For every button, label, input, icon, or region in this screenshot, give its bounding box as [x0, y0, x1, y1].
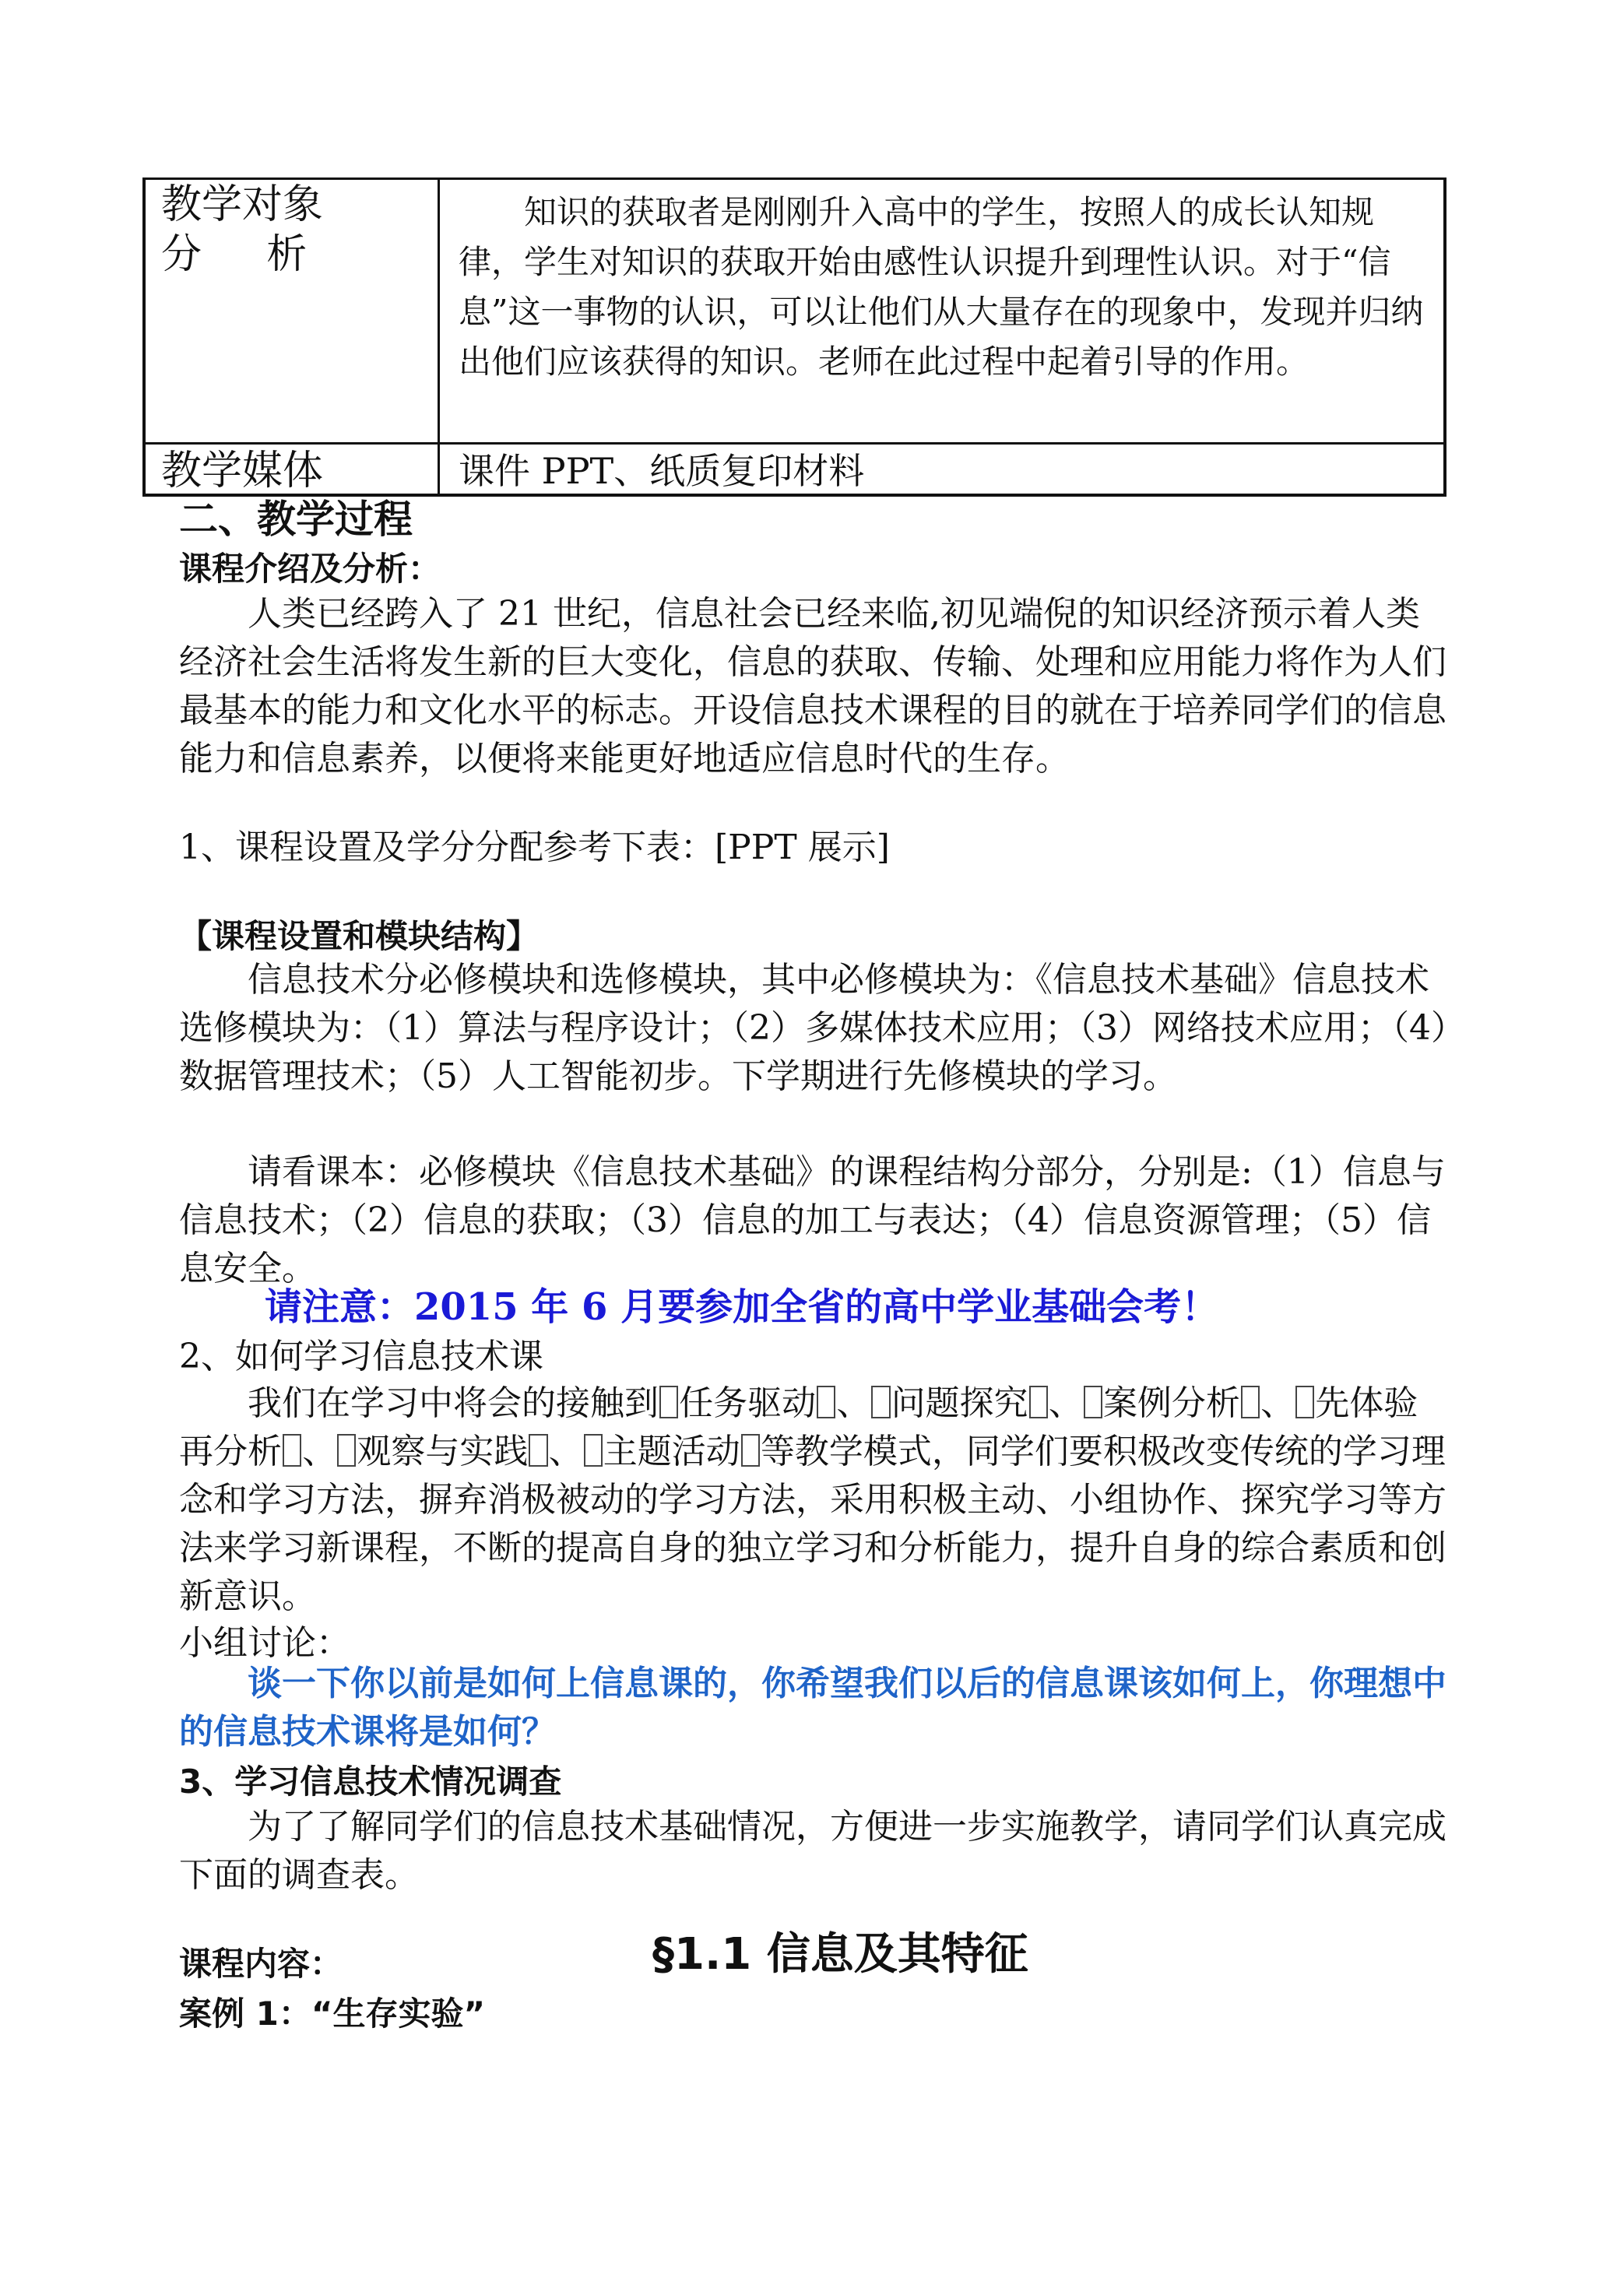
learn-mode: 观察与实践: [357, 1432, 529, 1471]
label-line: 分析: [161, 231, 372, 278]
table-row: [146, 445, 1443, 496]
section-title: §1.1 信息及其特征: [652, 1929, 1028, 1980]
intro-paragraph: 人类已经跨入了 21 世纪，信息社会已经来临,初见端倪的知识经济预示着人类经济社会生活将发生新的巨大变化，信息的获取、传输、处理和应用能力将作为人们最基本的能力和文化水平的标志。开设信息技术课程的目的就在于培养同学们的信息能力和信息素养，以便将来能更好地适应信息时代的生存。: [179, 594, 1446, 778]
item-3: 3、学习信息技术情况调查: [179, 1763, 562, 1801]
quote-box-icon: [1084, 1386, 1102, 1418]
row-content: 知识的获取者是刚刚升入高中的学生，按照人的成长认知规律，学生对知识的获取开始由感性认识提升到理性认识。对于“信息”这一事物的认识，可以让他们从大量存在的现象中，发现并归纳出他们应该获得的知识。老师在此过程中起着引导的作用。: [459, 193, 1424, 381]
learn-mode: 案例分析: [1102, 1383, 1240, 1423]
module-paragraph: 信息技术分必修模块和选修模块，其中必修模块为：《信息技术基础》信息技术选修模块为：（1）算法与程序设计；（2）多媒体技术应用；（3）网络技术应用；（4）数据管理技术；（5）人工智能初步。下学期进行先修模块的学习。: [179, 960, 1448, 1096]
info-table: [142, 177, 1446, 497]
quote-box-icon: [659, 1386, 678, 1418]
module-heading: 【课程设置和模块结构】: [179, 917, 540, 955]
item-2: 2、如何学习信息技术课: [179, 1337, 543, 1376]
quote-box-icon: [817, 1386, 835, 1418]
learn-mode: 主题活动: [603, 1432, 740, 1471]
section-heading: 二、教学过程: [179, 497, 413, 542]
intro-heading: 课程介绍及分析：: [179, 550, 441, 588]
learn-mode: 问题探究: [891, 1383, 1028, 1423]
quote-box-icon: [337, 1434, 356, 1467]
quote-box-icon: [283, 1434, 301, 1467]
case-1: 案例 1：“生存实验”: [179, 1995, 486, 2033]
row-content: 课件 PPT、纸质复印材料: [459, 450, 865, 492]
module-paragraph: 请看课本：必修模块《信息技术基础》的课程结构分部分，分别是:（1）信息与信息技术；（2）信息的获取；（3）信息的加工与表达；（4）信息资源管理；（5）信息安全。: [179, 1152, 1446, 1288]
quote-box-icon: [584, 1434, 603, 1467]
row-label: [146, 180, 440, 442]
quote-box-icon: [529, 1434, 547, 1467]
quote-box-icon: [1295, 1386, 1314, 1418]
quote-box-icon: [1029, 1386, 1048, 1418]
learn-text: 我们在学习中将会的接触到: [248, 1383, 659, 1423]
row-label: 教学媒体: [146, 445, 440, 496]
item-1: 1、课程设置及学分分配参考下表：[PPT 展示]: [179, 828, 890, 867]
table-row: [146, 180, 1443, 445]
course-content-label: 课程内容：: [179, 1945, 343, 1983]
group-discuss-label: 小组讨论：: [179, 1623, 350, 1663]
quote-box-icon: [871, 1386, 890, 1418]
discuss-text: 谈一下你以前是如何上信息课的，你希望我们以后的信息课该如何上，你理想中的信息技术课将是如何？: [179, 1664, 1446, 1752]
learn-text: 等教学模式，同学们要积极改变传统的学习理念和学习方法，摒弃消极被动的学习方法，采用积极主动、小组协作、探究学习等方法来学习新课程，不断的提高自身的独立学习和分析能力，提升自身的综合素质和创新意识。: [179, 1432, 1446, 1616]
learn-mode: 先体验再分析: [179, 1383, 1418, 1471]
survey-paragraph: 为了了解同学们的信息技术基础情况，方便进一步实施教学，请同学们认真完成下面的调查表。: [179, 1807, 1446, 1895]
quote-box-icon: [741, 1434, 760, 1467]
learn-mode: 任务驱动: [679, 1383, 817, 1423]
label-line: 教学对象: [161, 181, 324, 228]
learn-paragraph: 我们在学习中将会的接触到 任务驱动 、 问题探究 、 案例分析 、 先体验再分析 、 观察与实践 、 主题活动 等教学模式，同学们要积极改变传统的学习理念和学习方法，摒弃消极被动的学习方法，采用积极主动、小组协作、探究学习等方法来学习新课程，不断的提高自身的独立学习和分析能力，提升自身的综合素质和创新意识。: [179, 1383, 1446, 1616]
notice-line: 请注意：2015 年 6 月要参加全省的高中学业基础会考！: [265, 1285, 1219, 1329]
quote-box-icon: [1241, 1386, 1260, 1418]
